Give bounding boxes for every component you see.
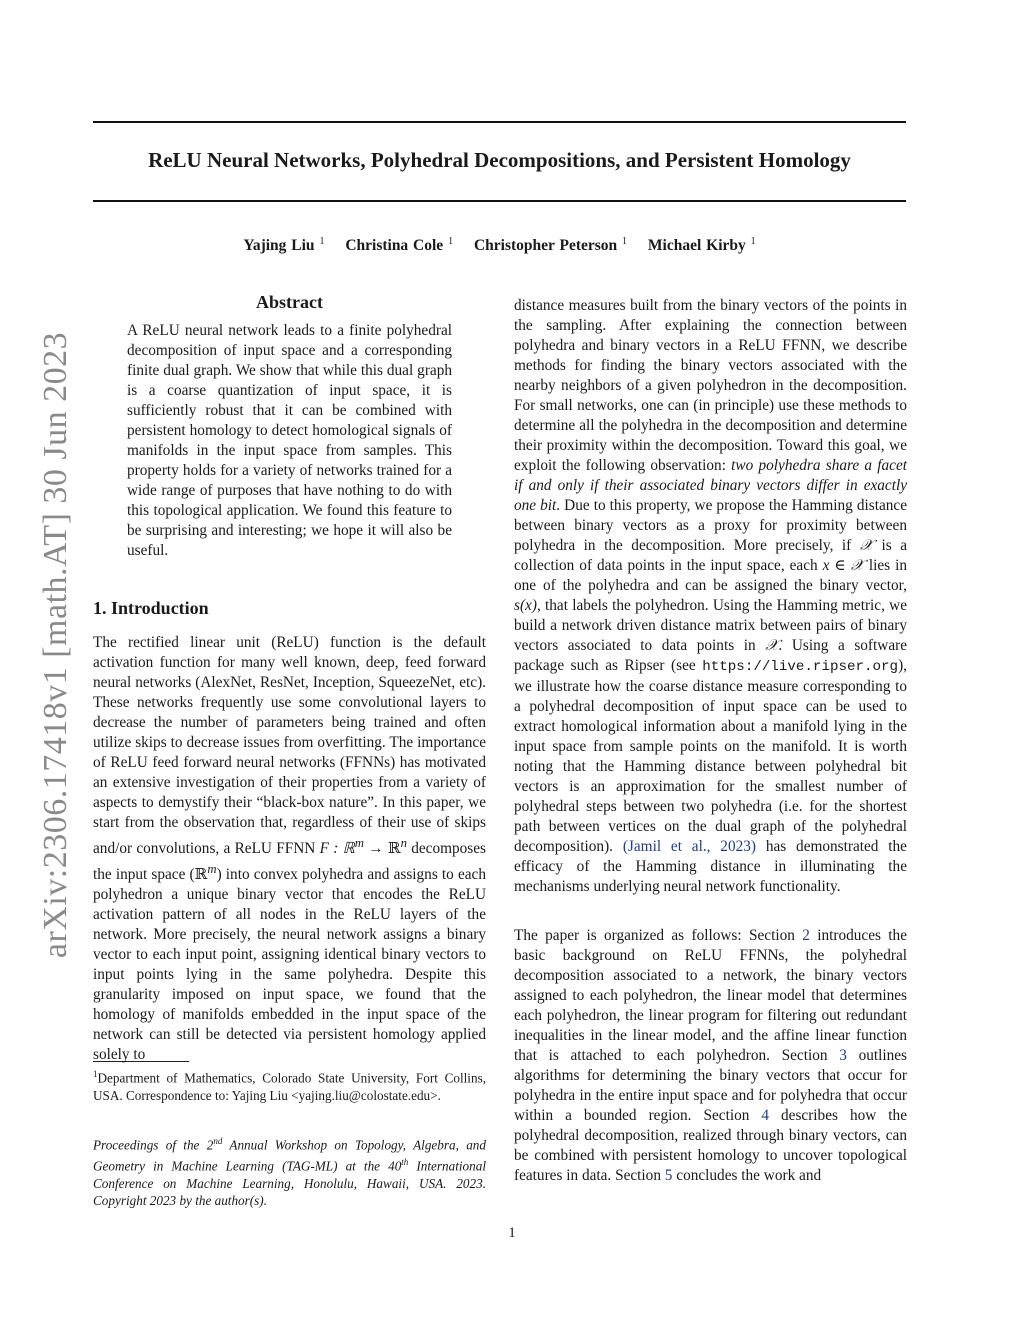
author: Christopher Peterson $^1$ xyxy=(473,236,628,254)
proceedings-note: Proceedings of the 2nd Annual Workshop on Topology, Algebra, and Geometry in Machine Learning (TAG-ML) at the 40th International Conference on Machine Learning, Honolulu, Hawaii, USA. 2023. Copyright 2023 by the author(s). xyxy=(93,1136,486,1209)
paper-title: ReLU Neural Networks, Polyhedral Decompositions, and Persistent Homology xyxy=(148,148,851,172)
footnote: $^1$Department of Mathematics, Colorado State University, Fort Collins, USA. Correspondence to: Yajing Liu <yajing.liu@colostate.edu>. xyxy=(93,1069,486,1103)
title-bottom-rule xyxy=(93,200,906,202)
section-ref-4[interactable]: 4 xyxy=(761,1107,770,1124)
section-ref-2[interactable]: 2 xyxy=(802,927,810,944)
ripser-url[interactable]: https://live.ripser.org xyxy=(702,659,899,675)
right-column-paragraph-1: distance measures built from the binary vectors of the points in the sampling. After explaining the connection between polyhedra and binary vectors in a ReLU FFNN, we describe methods for finding the binary vectors associated with the nearby neighbors of a given polyhedron in the decomposition. For small networks, one can (in principle) use these methods to determine all the polyhedra in the decomposition and determine their proximity within the decomposition. Toward this goal, we exploit the following observation: two polyhedra share a facet if and only if their associated binary vectors differ in exactly one bit. Due to this property, we propose the Hamming distance between binary vectors as a proxy for proximity between polyhedra in the decomposition. More precisely, if 𝒳 is a collection of data points in the input space, each x ∈ 𝒳 lies in one of the polyhedra and can be assigned the binary vector, s(x), that labels the polyhedron. Using the Hamming metric, we build a network driven distance matrix between pairs of binary vectors associated to data points in 𝒳. Using a software package such as Ripser (see https://live.ripser.org), we illustrate how the coarse distance measure corresponding to a polyhedral decomposition of input space can be used to extract homological information about a manifold lying in the input space from sample points on the manifold. It is worth noting that the Hamming distance between polyhedral bit vectors is an approximation for the smallest number of polyhedral steps between two polyhedra (i.e. for the shortest path between vertices on the dual graph of the polyhedral decomposition). (Jamil et al., 2023) has demonstrated the efficacy of the Hamming distance in illuminating the mechanisms underlying neural network functionality. xyxy=(514,297,907,895)
author-list xyxy=(93,236,906,255)
author: Michael Kirby $^1$ xyxy=(647,236,756,254)
right-column-paragraph-2: The paper is organized as follows: Section 2 introduces the basic background on ReLU FFNNs, the polyhedral decomposition associated to a network, the binary vectors assigned to each polyhedron, the linear model that determines each polyhedron, the linear program for filtering out redundant inequalities in the linear model, and the affine linear function that is attached to each polyhedron. Section 3 outlines algorithms for determining the binary vectors that occur for polyhedra in the entire input space and for polyhedra that occur within a bounded region. Section 4 describes how the polyhedral decomposition, realized through binary vectors, can be combined with persistent homology to uncover topological features in data. Section 5 concludes the work and xyxy=(514,927,908,1184)
author: Christina Cole $^1$ xyxy=(345,236,454,254)
introduction-heading: 1. Introduction xyxy=(93,598,209,618)
top-rule xyxy=(93,121,906,123)
abstract-text: A ReLU neural network leads to a finite polyhedral decomposition of input space and a corresponding finite dual graph. We show that while this dual graph is a coarse quantization of input space, it is sufficiently robust that it can be combined with persistent homology to detect homological signals of manifolds in the input space from samples. This property holds for a variety of networks trained for a wide range of purposes that have nothing to do with this topological application. We found this feature to be surprising and interesting; we hope it will also be useful. xyxy=(127,322,452,559)
author: Yajing Liu $^1$ xyxy=(243,236,325,254)
section-ref-5[interactable]: 5 xyxy=(664,1167,673,1184)
citation-link[interactable]: (Jamil et al., 2023) xyxy=(622,838,756,855)
footnote-rule xyxy=(93,1061,189,1062)
section-ref-3[interactable]: 3 xyxy=(839,1047,847,1064)
page-number: 1 xyxy=(508,1225,516,1241)
introduction-paragraph: The rectified linear unit (ReLU) function is the default activation function for many well known, deep, feed forward neural networks (AlexNet, ResNet, Inception, SqueezeNet, etc). These networks frequently use some convolutional layers to decrease the number of parameters being trained and often utilize skips to decrease issues from overfitting. The importance of ReLU feed forward neural networks (FFNNs) has motivated an extensive investigation of their properties from a variety of aspects to demystify their “black-box nature”. In this paper, we start from the observation that, regardless of their use of skips and/or convolutions, a ReLU FFNN F : ℝ$^m$ → ℝ$^n$ decomposes the input space (ℝ$^m$) into convex polyhedra and assigns to each polyhedron a unique binary vector that encodes the ReLU activation pattern of all nodes in the ReLU layers of the network. More precisely, the neural network assigns a binary vector to each input point, assigning identical binary vectors to input points lying in the same polyhedra. Despite this granularity imposed on input space, we found that the homology of manifolds embedded in the input space of the network can still be detected via persistent homology applied solely to xyxy=(93,634,486,1064)
arxiv-stamp: arXiv:2306.17418v1 [math.AT] 30 Jun 2023 xyxy=(37,331,74,959)
abstract-heading: Abstract xyxy=(256,292,323,312)
